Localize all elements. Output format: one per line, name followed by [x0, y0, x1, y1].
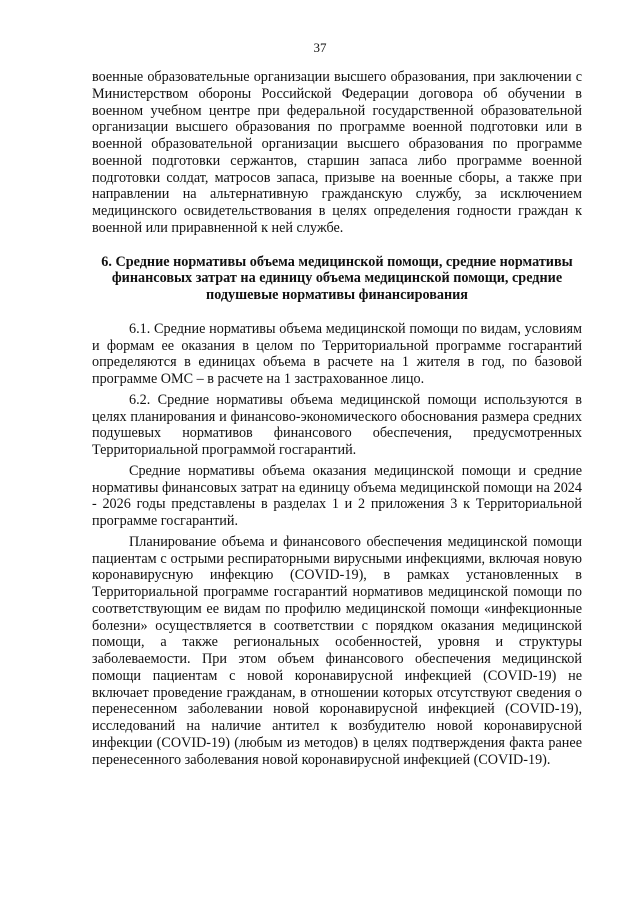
intro-paragraph: военные образовательные организации высшего образования, при заключении с Министерством обороны Российской Федерации договора об обучении в военном учебном центре при федеральной государственной образовательной организации высшего образования по программе военной подготовки или в военной образовательной организации высшего образования по программе военной подготовки сержантов, старшин запаса либо программе военной подготовки солдат, матросов запаса, призыве на военные сборы, а также при направлении на альтернативную гражданскую службу, за исключением медицинского освидетельствования в целях определения годности граждан к военной или приравненной к ней службе.: [92, 69, 582, 236]
paragraph-norms: Средние нормативы объема оказания медицинской помощи и средние нормативы финансовых затрат на единицу объема медицинской помощи на 2024 - 2026 годы представлены в разделах 1 и 2 приложения 3 к Территориальной программе госгарантий.: [92, 462, 582, 529]
paragraph-6-2: 6.2. Средние нормативы объема медицинской помощи используются в целях планирования и финансово-экономического обоснования размера средних подушевых нормативов финансового обеспечения, предусмотренных Территориальной программой госгарантий.: [92, 391, 582, 458]
paragraph-6-1: 6.1. Средние нормативы объема медицинской помощи по видам, условиям и формам ее оказания в целом по Территориальной программе госгарантий определяются в единицах объема в расчете на 1 жителя в год, по базовой программе ОМС – в расчете на 1 застрахованное лицо.: [92, 320, 582, 387]
paragraph-planning: Планирование объема и финансового обеспечения медицинской помощи пациентам с острыми респираторными вирусными инфекциями, включая новую коронавирусную инфекцию (COVID-19), в рамках установленных в Территориальной программе госгарантий нормативов медицинской помощи по соответствующим ее видам по профилю медицинской помощи «инфекционные болезни» осуществляется в соответствии с порядком оказания медицинской помощи, а также региональных особенностей, уровня и структуры заболеваемости. При этом объем финансового обеспечения медицинской помощи пациентам с новой коронавирусной инфекцией (COVID-19) не включает проведение гражданам, в отношении которых отсутствуют сведения о перенесенном заболевании новой коронавирусной инфекцией (COVID-19), исследований на наличие антител к возбудителю новой коронавирусной инфекции (COVID-19) (любым из методов) в целях подтверждения факта ранее перенесенного заболевания новой коронавирусной инфекцией (COVID-19).: [92, 533, 582, 768]
section-heading: 6. Средние нормативы объема медицинской помощи, средние нормативы финансовых затрат на единицу объема медицинской помощи, средние подушевые нормативы финансирования: [101, 253, 573, 303]
page-number: 37: [313, 40, 327, 55]
document-body: [92, 69, 582, 768]
